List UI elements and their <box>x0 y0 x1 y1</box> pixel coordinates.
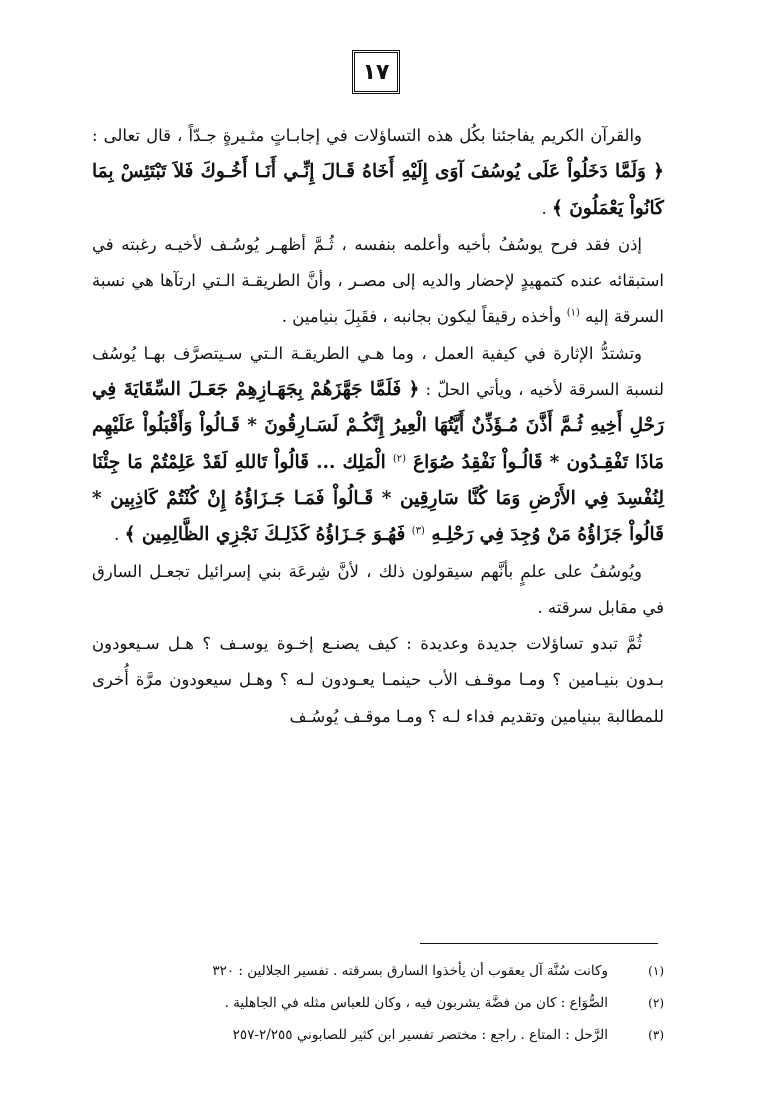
paragraph-text: وأخذه رقيقاً ليكون بجانبه ، فقَبِلَ بنيامين . <box>281 307 567 327</box>
footnote-marker: (٣) <box>411 525 425 537</box>
paragraph-text: ويُوسُفُ على علمٍ بأنَّهم سيقولون ذلك ، لأنَّ شِرعَة بني إسرائيل تجعـل السارق في مقابل سرقته . <box>92 561 664 617</box>
paragraph <box>92 554 664 627</box>
footnote-divider <box>420 943 658 944</box>
quran-verse: فَهُـوَ جَـزَاؤُهُ كَذَلِـكَ نَجْزِي الظَّالِمِين ﴾ <box>124 524 412 546</box>
footnote-text: الرَّحل : المتاع . راجع : مختصر تفسير ابن كثير للصابوني ٢/٢٥٥-٢٥٧ <box>232 1027 608 1043</box>
page-number-box <box>352 50 400 94</box>
paragraph <box>92 118 664 227</box>
quran-verse: ﴿ وَلَمَّا دَخَلُواْ عَلَى يُوسُفَ آوَى إِلَيْهِ أَخَاهُ قَـالَ إِنِّـي أَنَـا أَخُـوكَ فَلاَ تَبْتَئِسْ بِمَا كَانُواْ يَعْمَلُونَ ﴾ <box>92 161 664 219</box>
paragraph-text: وتشتدُّ الإثارة في كيفية العمل ، وما هـي الطريقـة الـتي سـيتصرَّف بهـا يُوسُف لنسبة السرقة لأخيه ، ويأتي الحلّ : <box>92 343 664 400</box>
paragraph-text: . <box>541 198 552 218</box>
footnote-marker: (٢) <box>392 453 407 465</box>
quran-verse: ﴿ فَلَمَّا جَهَّزَهُمْ بِجَهَـازِهِمْ جَعَـلَ السِّقَايَةَ فِي رَحْلِ أَخِيهِ ثُـمَّ أَذَّنَ مُـؤَذِّنٌ أَيَّتُهَا الْعِيرُ إِنَّكُـمْ لَسَـارِقُونَ * قَـالُواْ وَأَقْبَلُواْ عَلَيْهِم مَاذَا تَفْقِـدُون * قَالُـواْ نَفْقِدُ صُوَاعَ <box>92 379 665 473</box>
footnotes <box>92 955 664 1051</box>
paragraph-text: . <box>114 525 125 545</box>
paragraph-text: ثُمَّ تبدو تساؤلات جديدة وعديدة : كيف يصنـع إخـوة يوسـف ؟ هـل سـيعودون بـدون بنيـامين ؟ ومـا موقـف الأب حينمـا يعـودون لـه ؟ وهـل سيعودون مرَّة أُخرى للمطالبة ببنيامين وتقديم فداء لـه ؟ ومـا موقـف يُوسُـف <box>92 634 664 726</box>
body-text <box>92 118 664 735</box>
page-number: ١٧ <box>362 59 390 85</box>
footnote-text: الصُّوَاع : كان من فضَّة يشربون فيه ، وكان للعباس مثله في الجاهلية . <box>224 995 608 1011</box>
paragraph-text: والقرآن الكريم يفاجئنا بكُل هذه التساؤلات في إجابـاتٍ مثـيرةٍ جـدّاً ، قال تعالى : <box>92 126 642 145</box>
footnote-number: (١) <box>648 964 664 978</box>
quran-verse: الْمَلِك ... قَالُواْ تَاللهِ لَقَدْ عَلِمْتُمْ مَا جِئْنَا لِنُفْسِدَ فِي الأَرْضِ وَمَا كُنَّا سَارِقِين * قَـالُواْ فَمَـا جَـزَاؤُهُ إِنْ كُنْتُمْ كَاذِبِين * قَالُواْ جَزَاؤُهُ مَنْ وُجِدَ فِي رَحْلِـهِ <box>92 451 664 546</box>
footnote <box>92 1019 664 1051</box>
paragraph <box>92 336 664 554</box>
paragraph <box>92 626 664 735</box>
footnote-number: (٣) <box>648 1028 664 1042</box>
paragraph-text: إذن فقد فرح يوسُفُ بأخيه وأعلمه بنفسه ، ثُـمَّ أظهـر يُوسُـف لأخيـه رغبته في استبقائه عنده كتمهيدٍ لإحضار والديه إلى مصـر ، وأنَّ الطريقـة الـتي ارتآها هي نسبة السرقة إليه <box>92 234 664 327</box>
footnote-marker: (١) <box>566 307 580 319</box>
footnote-number: (٢) <box>648 996 664 1010</box>
footnote <box>92 987 664 1019</box>
paragraph <box>92 227 664 336</box>
footnote <box>92 955 664 987</box>
footnote-text: وكانت سُنَّة آل يعقوب أن يأخذوا السارق بسرقته . تفسير الجلالين : ٣٢٠ <box>212 963 608 979</box>
